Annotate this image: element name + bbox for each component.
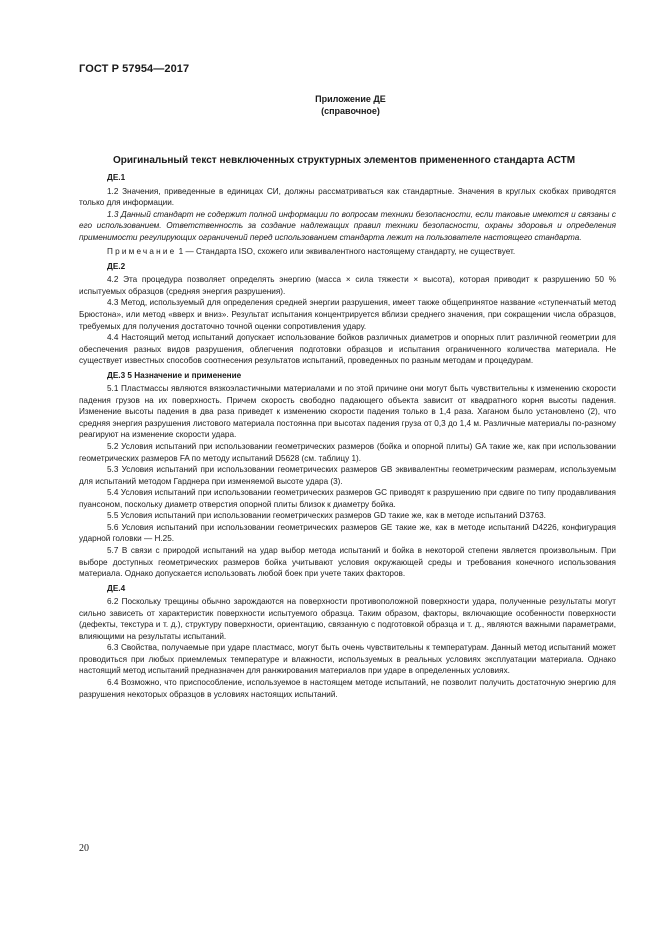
annex-title: Приложение ДЕ xyxy=(315,94,386,104)
paragraph: 4.2 Эта процедура позволяет определять энергию (масса × сила тяжести × высота), которая приводит к разрушению 50 % испытуемых образцов (средняя энергия разрушения). xyxy=(79,275,616,296)
standard-header: ГОСТ Р 57954—2017 xyxy=(79,63,190,75)
paragraph: 5.5 Условия испытаний при использовании геометрических размеров GD такие же, как в методе испытаний D3763. xyxy=(107,511,546,521)
paragraph: 5.3 Условия испытаний при использовании геометрических размеров GB эквивалентны геометрическим размерам, используемым для испытаний методом Гарднера при изменяемой высоте удара (3). xyxy=(79,465,616,486)
paragraph: 5.6 Условия испытаний при использовании геометрических размеров GE такие же, как в методе испытаний D4226, конфигурация ударной головки — H.25. xyxy=(79,522,616,544)
note xyxy=(79,246,616,258)
paragraph: 5.4 Условия испытаний при использовании геометрических размеров GC приводят к разрушению при сдвиге по типу продавливания пуансоном, поскольку диаметр отверстия опорной плиты близок к диаметру бойка. xyxy=(79,488,616,509)
paragraph: 6.3 Свойства, получаемые при ударе пластмасс, могут быть очень чувствительны к температурам. Данный метод испытаний может проводиться при любых приемлемых температуре и влажности, используемых в реальных условиях эксплуатации материала. Однако настоящий метод испытаний предназначен для ранжирования материалов при ударе в определенных условиях. xyxy=(79,643,616,676)
section-heading-de3: ДЕ.3 5 Назначение и применение xyxy=(107,370,242,380)
paragraph: 4.3 Метод, используемый для определения средней энергии разрушения, имеет также общепринятое название «ступенчатый метод Брюстона», или метод «вверх и вниз». Результат испытания концентрируется вблизи среднего значения, при сокращении числа образцов, требуемых для получения достаточно точной оценки сопротивления удару. xyxy=(79,298,616,331)
paragraph: 4.4 Настоящий метод испытаний допускает использование бойков различных диаметров и опорных плит различной геометрии для обеспечения разных видов разрушения, облегчения подготовки образцов и испытания ограниченного количества материала. Не существует известных способов соотнесения результатов испытаний, проведенных по разным методам и процедурам. xyxy=(79,333,616,366)
section-heading-de2: ДЕ.2 xyxy=(107,261,126,271)
note-text: 1 — Стандарта ISO, схожего или эквивалентного настоящему стандарту, не существует. xyxy=(176,247,516,257)
paragraph: 6.4 Возможно, что приспособление, используемое в настоящем методе испытаний, не позволит получить достаточную энергию для разрушения некоторых образцов в условиях настоящих испытаний. xyxy=(79,677,616,699)
paragraph: 6.2 Поскольку трещины обычно зарождаются на поверхности противоположной поверхности удара, полученные результаты могут сильно зависеть от характеристик поверхности испытуемого образца. Таким образом, факторы, включающие особенности поверхности (дефекты, текстура и т. д.), структуру поверхности, ориентацию, связанную с подготовкой образца и т. д., являются важными параметрами, влияющими на результаты испытаний. xyxy=(79,597,616,641)
note-label: Примечание xyxy=(107,247,177,257)
paragraph-italic: 1.3 Данный стандарт не содержит полной информации по вопросам техники безопасности, если таковые имеются и связаны с его использованием. Ответственность за создание надлежащих правил техники безопасности, охраны здоровья и определения применимости регулирующих ограничений перед использованием стандарта лежит на пользователе настоящего стандарта. xyxy=(79,209,616,242)
section-heading-de4: ДЕ.4 xyxy=(107,583,126,593)
section-heading-de1: ДЕ.1 xyxy=(107,173,126,182)
section-title: Оригинальный текст невключенных структурных элементов примененного стандарта АСТМ xyxy=(112,155,576,166)
annex-subtitle: (справочное) xyxy=(321,106,380,116)
paragraph: 1.2 Значения, приведенные в единицах СИ, должны рассматриваться как стандартные. Значения в круглых скобках приводятся только для информации. xyxy=(79,186,616,208)
paragraph: 5.1 Пластмассы являются вязкоэластичными материалами и по этой причине они могут быть чувствительны к изменению скорости падения грузов на их поверхность. Причем скорость свободно падающего объекта зависит от квадратного корня высоты падения. Изменение высоты падения в два раза приведет к изменению скорости падения только в 1,4 раза. Хаганом было установлено (2), что средняя энергия разрушения листового материала постоянна при высотах падения груза от 0,3 до 1,4 м. Различные материалы по-разному реагируют на изменение скорости удара. xyxy=(79,384,616,440)
paragraph: 5.7 В связи с природой испытаний на удар выбор метода испытаний и бойка в некоторой степени является произвольным. При выборе доступных геометрических размеров бойка учитывают условия окружающей среды и требования конечного использования материала. Однако допускается использовать любой боек при учете таких факторов. xyxy=(79,545,616,579)
paragraph: 5.2 Условия испытаний при использовании геометрических размеров (бойка и опорной плиты) GA такие же, как при использовании геометрических размеров FA по методу испытаний D5628 (см. таблицу 1). xyxy=(79,442,616,463)
page-number: 20 xyxy=(79,843,89,854)
document-body xyxy=(79,172,616,700)
